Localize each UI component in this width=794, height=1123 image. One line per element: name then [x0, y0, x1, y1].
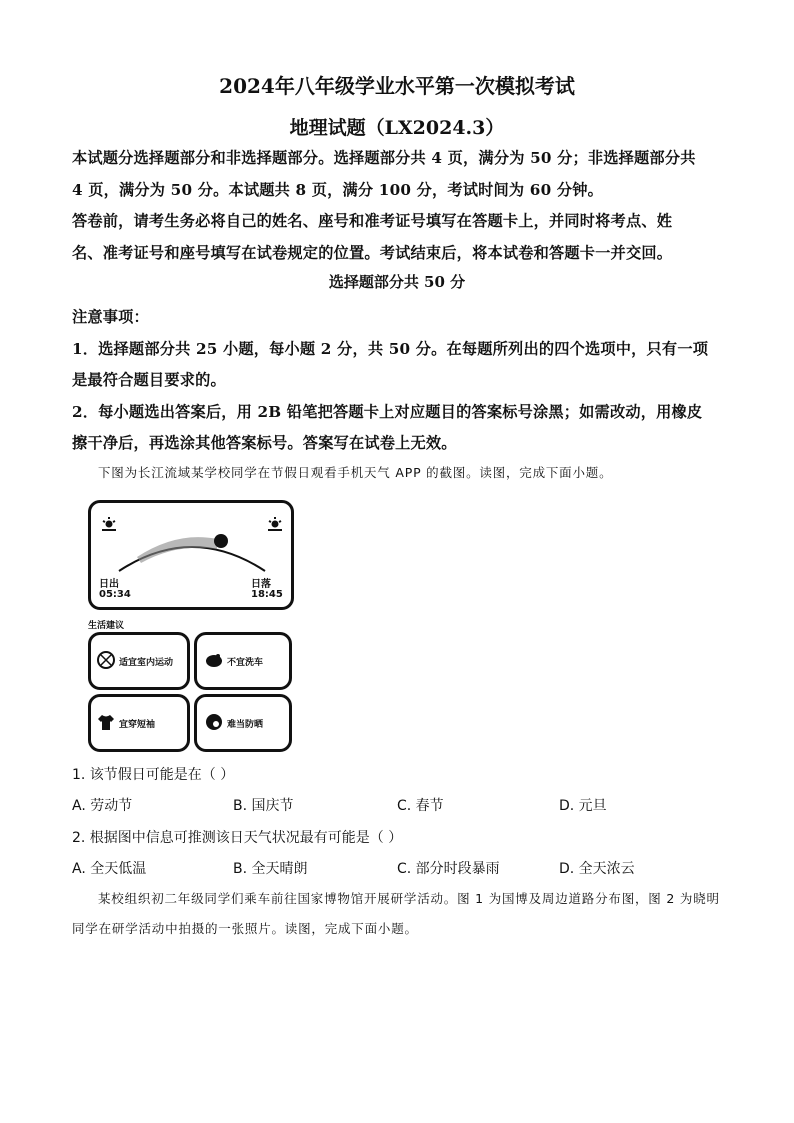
instruction-line: 4 页，满分为 50 分。本试题共 8 页，满分 100 分，考试时间为 60 分钟。 — [72, 180, 603, 199]
note-line: 2．每小题选出答案后，用 2B 铅笔把答题卡上对应题目的答案标号涂黑；如需改动，用橡皮 — [72, 402, 703, 421]
tip-label: 难当防晒 — [227, 720, 264, 730]
weather-app-figure — [84, 500, 296, 755]
tip-card — [194, 632, 292, 690]
ball-icon — [97, 651, 115, 669]
note-line: 是最符合题目要求的。 — [72, 371, 226, 389]
tip-label: 适宜室内运动 — [119, 658, 174, 668]
tshirt-icon — [97, 713, 115, 731]
car-wash-icon — [205, 651, 223, 669]
sunrise-time: 05:34 — [99, 589, 131, 600]
note-line: 1．选择题部分共 25 小题，每小题 2 分，共 50 分。在每题所列出的四个选项中，只有一项 — [72, 339, 709, 358]
instruction-line: 名、准考证号和座号填写在试卷规定的位置。考试结束后，将本试卷和答题卡一并交回。 — [72, 243, 673, 262]
sunrise-icon — [101, 517, 117, 533]
exam-instructions — [72, 143, 722, 269]
notes-block — [72, 302, 722, 460]
question-stem: 2. 根据图中信息可推测该日天气状况最有可能是（ ） — [72, 830, 403, 846]
question-group-intro: 下图为长江流域某学校同学在节假日观看手机天气 APP 的截图。读图，完成下面小题。 — [98, 465, 613, 480]
sunset-label: 日落 — [251, 579, 271, 590]
sunrise-label: 日出 — [99, 579, 119, 590]
option-d[interactable]: D. 元旦 — [559, 798, 607, 814]
notes-heading: 注意事项： — [72, 308, 149, 326]
note-line: 擦干净后，再选涂其他答案标号。答案写在试卷上无效。 — [72, 434, 457, 452]
tip-label: 宜穿短袖 — [119, 720, 156, 730]
instruction-line: 本试题分选择题部分和非选择题部分。选择题部分共 4 页，满分为 50 分；非选择题部分共 — [72, 149, 696, 167]
sunset-icon — [267, 517, 283, 533]
advice-title: 生活建议 — [88, 621, 125, 631]
option-c[interactable]: C. 部分时段暴雨 — [397, 861, 500, 877]
instruction-line: 答卷前，请考生务必将自己的姓名、座号和准考证号填写在答题卡上，并同时将考点、姓 — [72, 212, 673, 230]
option-a[interactable]: A. 全天低温 — [72, 861, 147, 877]
tip-card — [88, 632, 190, 690]
option-b[interactable]: B. 全天晴朗 — [233, 861, 308, 877]
sunset-time: 18:45 — [251, 589, 283, 600]
sun-path-arc — [117, 527, 267, 573]
question-stem: 1. 该节假日可能是在（ ） — [72, 767, 235, 783]
tip-label: 不宜洗车 — [227, 658, 264, 668]
sun-protection-icon — [205, 713, 223, 731]
option-c[interactable]: C. 春节 — [397, 798, 444, 814]
tip-card — [194, 694, 292, 752]
option-d[interactable]: D. 全天浓云 — [559, 861, 635, 877]
option-a[interactable]: A. 劳动节 — [72, 798, 133, 814]
sun-panel — [88, 500, 294, 610]
exam-title: 2024年八年级学业水平第一次模拟考试 — [219, 74, 575, 98]
question-group-intro: 某校组织初二年级同学们乘车前往国家博物馆开展研学活动。图 1 为国博及周边道路分布图，图 2 为晓明同学在研学活动中拍摄的一张照片。读图，完成下面小题。 — [72, 891, 720, 936]
tip-card — [88, 694, 190, 752]
section-title: 选择题部分共 50 分 — [328, 273, 466, 291]
option-b[interactable]: B. 国庆节 — [233, 798, 294, 814]
exam-subtitle: 地理试题（LX2024.3） — [289, 117, 505, 139]
